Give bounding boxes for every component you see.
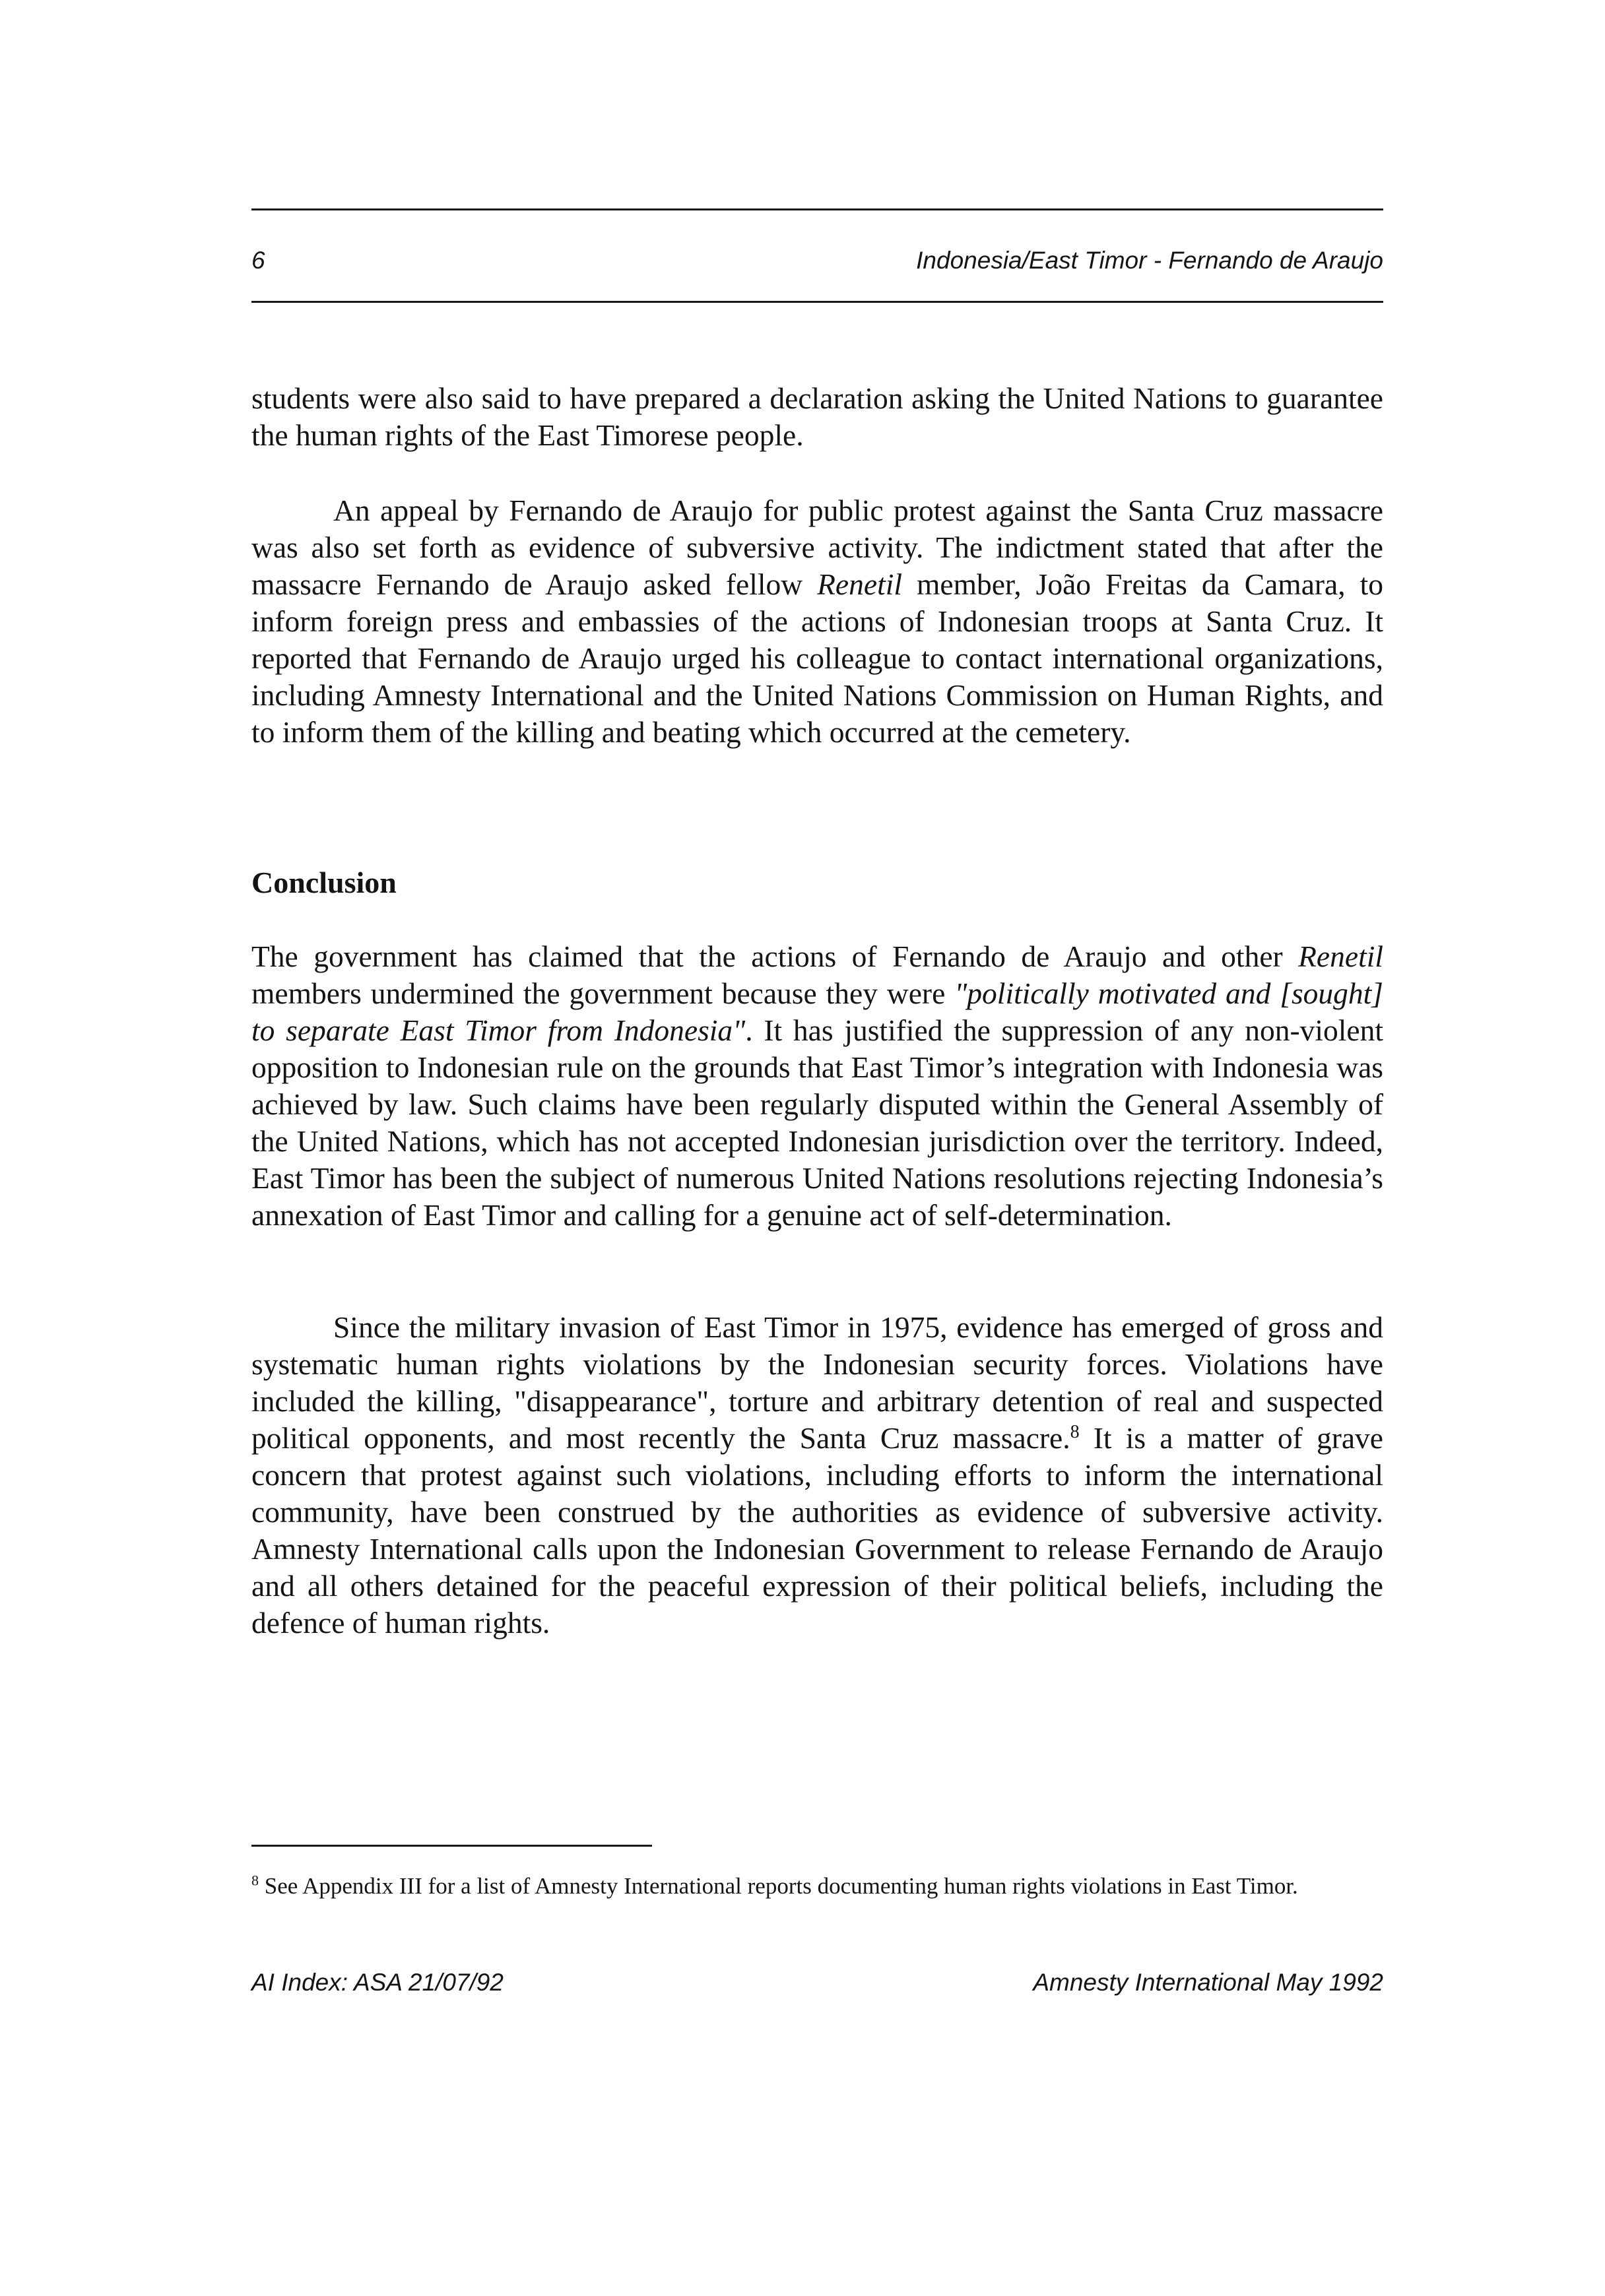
text-run: The government has claimed that the actions of Fernando de Araujo and other — [251, 940, 1299, 973]
header-rule-bottom — [251, 301, 1383, 303]
paragraph-text — [251, 1309, 1383, 1642]
running-header — [251, 241, 1383, 280]
section-heading: Conclusion — [251, 866, 397, 899]
footnote-reference[interactable]: 8 — [1070, 1421, 1080, 1442]
page-footer — [251, 1963, 1383, 2002]
paragraph-text — [251, 492, 1383, 751]
page-number: 6 — [251, 247, 265, 274]
text-run: member, João Freitas da Camara, to inform foreign press and embassies of the actions of Indonesian troops at Santa Cruz. It reported that Fernando de Araujo urged his colleague to contact international organizations, including Amnesty International and the United Nations Commission on Human Rights, and to inform them of the killing and beating which occurred at the cemetery. — [251, 567, 1383, 749]
paragraph-text — [251, 938, 1383, 1234]
text-run: members undermined the government because they were — [251, 976, 955, 1010]
paragraph-appeal — [251, 492, 1383, 751]
footer-index: AI Index: ASA 21/07/92 — [251, 1969, 504, 1996]
text-run: . It has justified the suppression of any non-violent opposition to Indonesian rule on the grounds that East Timor’s integration with Indonesia was achieved by law. Such claims have been regularly disputed within the General Assembly of the United Nations, which has not accepted Indonesian jurisdiction over the territory. Indeed, East Timor has been the subject of numerous United Nations resolutions rejecting Indonesia’s annexation of East Timor and calling for a genuine act of self-determination. — [251, 1013, 1383, 1232]
italic-quote: "politically motivated and [sought] to separate East Timor from Indonesia" — [251, 976, 1383, 1047]
text-run: It is a matter of grave concern that protest against such violations, including efforts to inform the international community, have been construed by the authorities as evidence of subversive activity. Amnesty International calls upon the Indonesian Government to release Fernando de Araujo and all others detained for the peaceful expression of their political beliefs, including the defence of human rights. — [251, 1421, 1383, 1640]
paragraph-invasion — [251, 1309, 1383, 1642]
footnote-marker: 8 — [251, 1872, 259, 1889]
italic-term: Renetil — [1298, 940, 1383, 973]
footnote-text: See Appendix III for a list of Amnesty International reports documenting human rights violations in East Timor. — [259, 1873, 1298, 1899]
footer-publisher-date: Amnesty International May 1992 — [1033, 1969, 1383, 1996]
footnote-rule — [251, 1845, 652, 1847]
paragraph-continued — [251, 380, 1383, 454]
paragraph-government-claim — [251, 938, 1383, 1234]
text-run: An appeal by Fernando de Araujo for public protest against the Santa Cruz massacre was also set forth as evidence of subversive activity. The indictment stated that after the massacre Fernando de Araujo asked fellow — [251, 494, 1383, 601]
italic-term: Renetil — [817, 567, 902, 601]
running-title: Indonesia/East Timor - Fernando de Araujo — [916, 247, 1383, 274]
footnote — [251, 1870, 1383, 1902]
text-run: Since the military invasion of East Timor in 1975, evidence has emerged of gross and systematic human rights violations by the Indonesian security forces. Violations have included the killing, "disappearance", torture and arbitrary detention of real and suspected political opponents, and most recently the Santa Cruz massacre. — [251, 1310, 1383, 1455]
paragraph-text: students were also said to have prepared a declaration asking the United Nations to guarantee the human rights of the East Timorese people. — [251, 381, 1383, 452]
header-rule-top — [251, 208, 1383, 210]
